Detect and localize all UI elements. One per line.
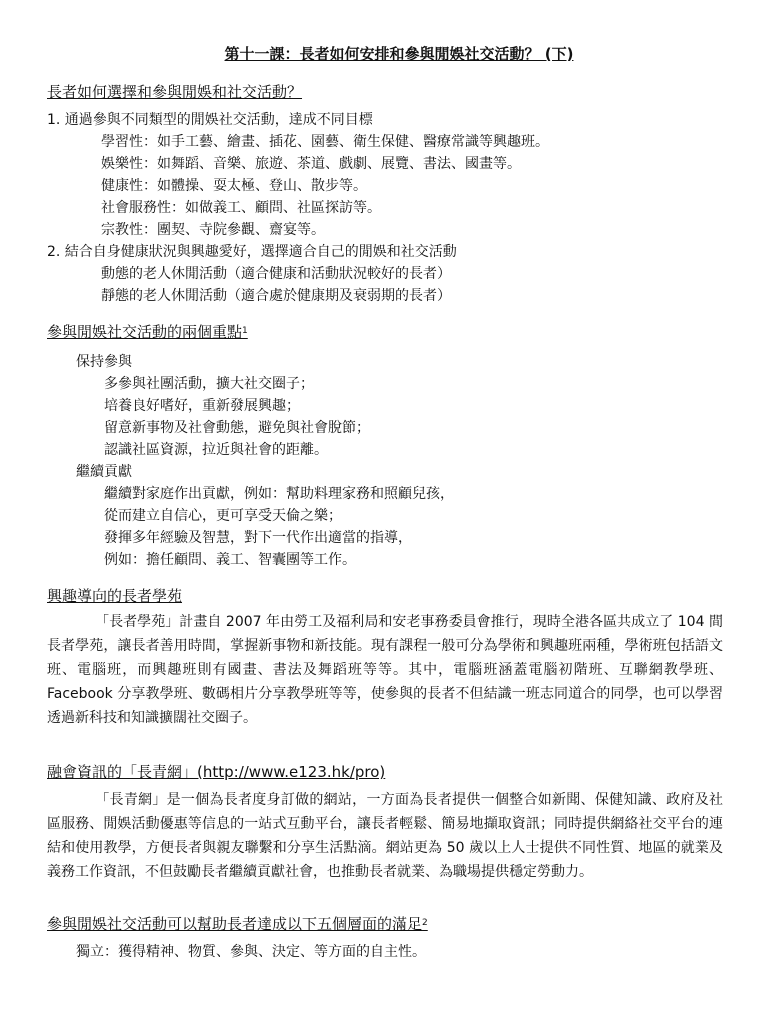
section2-heading <box>47 322 248 345</box>
section4-heading: 融會資訊的「長青網」(http://www.e123.hk/pro) <box>47 763 386 781</box>
activity-item: 靜態的老人休閒活動（適合處於健康期及衰弱期的長者） <box>101 288 451 304</box>
section5-heading-text: 參與閒娛社交活動可以幫助長者達成以下五個層面的滿足 <box>47 915 423 933</box>
list-item: 例如：擔任顧問、義工、智囊團等工作。 <box>104 552 356 568</box>
list-item: 發揮多年經驗及智慧，對下一代作出適當的指導， <box>104 530 412 546</box>
list-item: 從而建立自信心，更可享受天倫之樂； <box>104 508 342 524</box>
section2-heading-text: 參與閒娛社交活動的兩個重點 <box>47 323 243 341</box>
activity-item: 動態的老人休閒活動（適合健康和活動狀況較好的長者） <box>101 266 451 282</box>
section4-paragraph-text: 「長青網」是一個為長者度身訂做的網站，一方面為長者提供一個整合如新聞、保健知識、政府及社區服務、閒娛活動優惠等信息的一站式互動平台，讓長者輕鬆、簡易地擷取資訊；同時提供網絡社交平台的連結和使用教學，方便長者與親友聯繫和分享生活點滴。網站更為 50 歲以上人士提供不同性質、地區的就業及義務工作資訊，不但鼓勵長者繼續貢獻社會，也推動長者就業、為職場提供穩定勞動力。 <box>47 792 723 880</box>
list-item: 多參與社團活動，擴大社交圈子； <box>104 376 314 392</box>
section5-heading <box>47 914 428 937</box>
section3-paragraph-text: 「長者學苑」計畫自 2007 年由勞工及福利局和安老事務委員會推行，現時全港各區共成立了 104 間長者學苑，讓長者善用時間，掌握新事物和新技能。現有課程一般可分為學術和興趣班兩種，學術班包括語文班、電腦班，而興趣班則有國畫、書法及舞蹈班等等。其中，電腦班涵蓋電腦初階班、互聯網教學班、Facebook 分享教學班、數碼相片分享教學班等等，使參與的長者不但結識一班志同道合的同學，也可以學習透過新科技和知識擴闊社交圈子。 <box>47 614 723 726</box>
list-item: 培養良好嗜好，重新發展興趣； <box>104 398 300 414</box>
type-item: 學習性：如手工藝、繪畫、插花、園藝、衛生保健、醫療常識等興趣班。 <box>101 134 549 150</box>
section2-subheading: 繼續貢獻 <box>76 464 132 480</box>
type-item: 社會服務性：如做義工、顧問、社區探訪等。 <box>101 200 381 216</box>
satisfaction-item: 獨立：獲得精神、物質、參與、決定、等方面的自主性。 <box>76 944 426 960</box>
section1-point1: 1. 通過參與不同類型的閒娛社交活動，達成不同目標 <box>47 112 373 128</box>
type-item: 娛樂性：如舞蹈、音樂、旅遊、茶道、戲劇、展覽、書法、國畫等。 <box>101 156 521 172</box>
list-item: 留意新事物及社會動態，避免與社會脫節； <box>104 420 370 436</box>
type-item: 健康性：如體操、耍太極、登山、散步等。 <box>101 178 367 194</box>
section3-heading: 興趣導向的長者學苑 <box>47 587 183 605</box>
list-item: 繼續對家庭作出貢獻，例如：幫助料理家務和照顧兒孩， <box>104 486 454 502</box>
footnote-marker: 1 <box>242 326 248 336</box>
footnote-marker: 2 <box>422 918 428 928</box>
section2-subheading: 保持參與 <box>76 354 132 370</box>
section4-paragraph <box>47 788 723 884</box>
section1-point2: 2. 結合自身健康狀況與興趣愛好，選擇適合自己的閒娛和社交活動 <box>47 244 457 260</box>
page-title: 第十一課：長者如何安排和參與閒娛社交活動？ (下) <box>224 45 574 63</box>
section1-heading: 長者如何選擇和參與閒娛和社交活動？ <box>47 83 303 101</box>
list-item: 認識社區資源，拉近與社會的距離。 <box>104 442 328 458</box>
section3-paragraph <box>47 610 723 730</box>
type-item: 宗教性：團契、寺院參觀、齋宴等。 <box>101 222 325 238</box>
